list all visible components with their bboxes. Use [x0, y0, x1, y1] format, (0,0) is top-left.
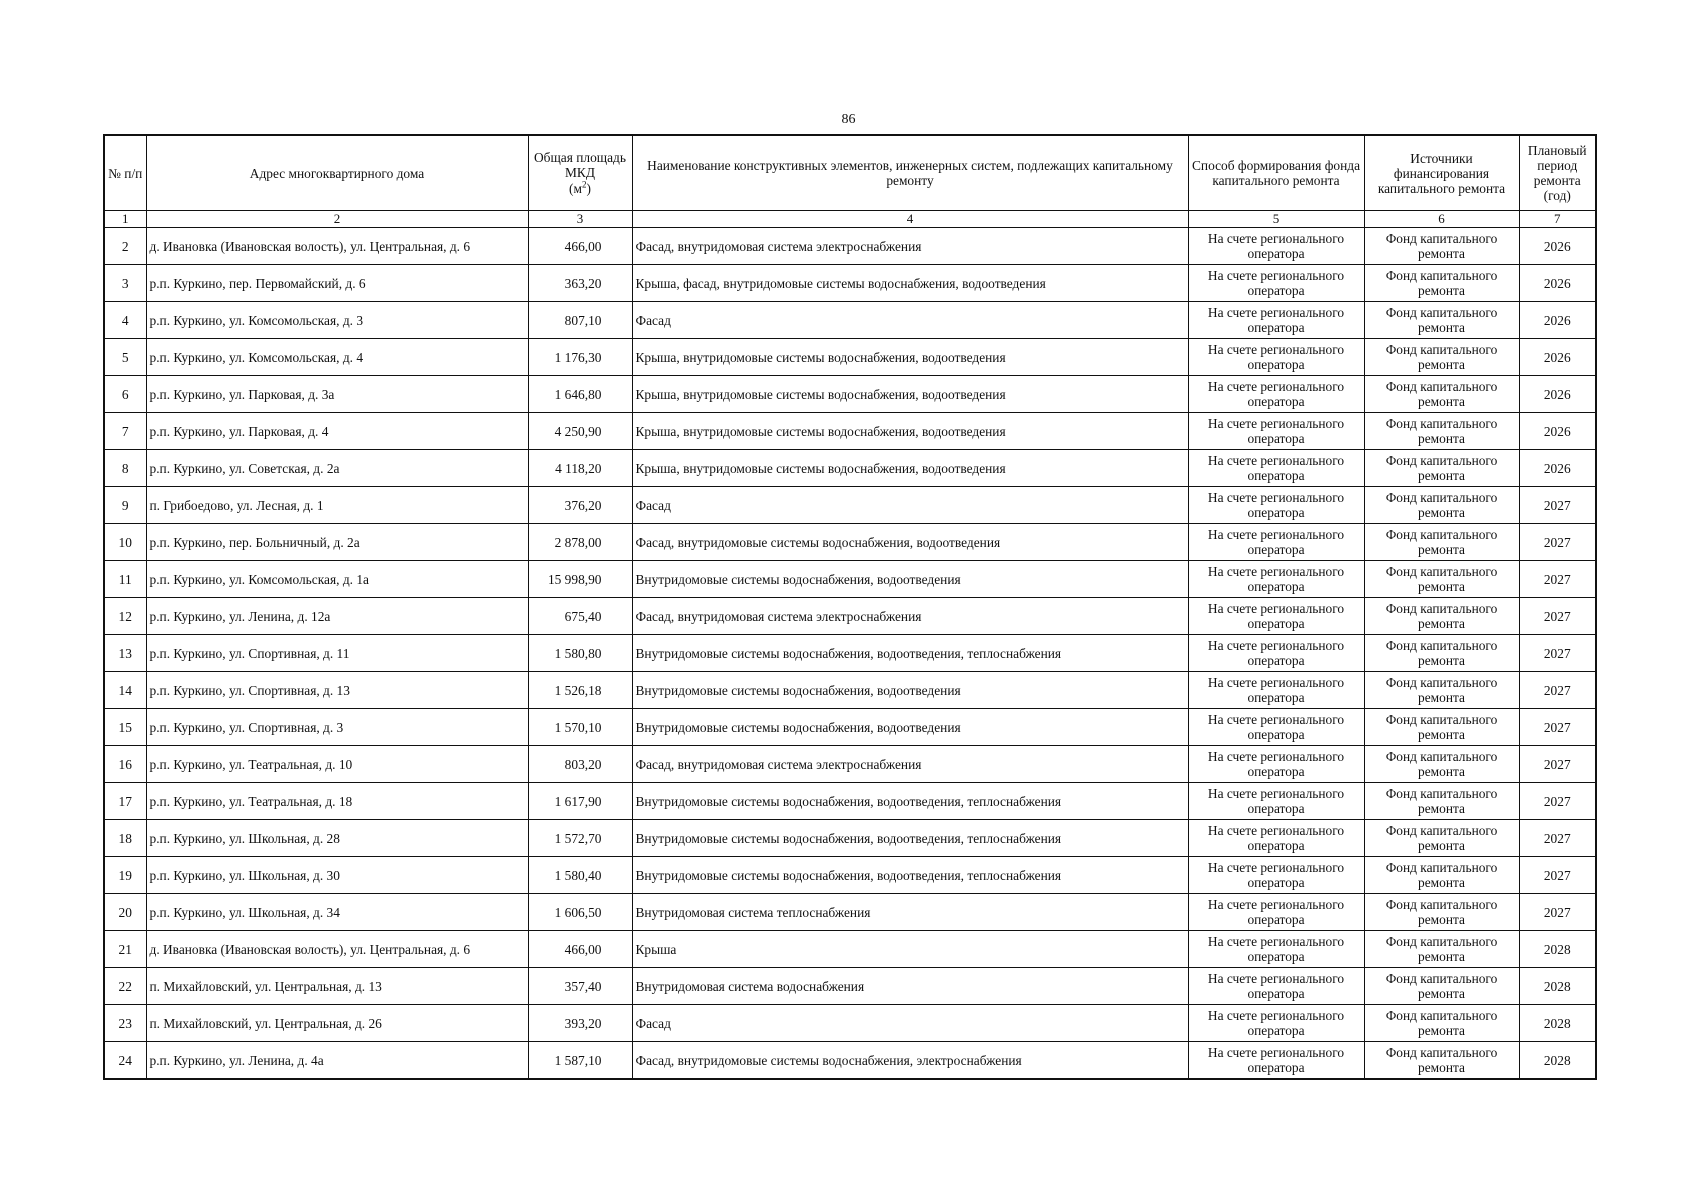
row-elements: Внутридомовые системы водоснабжения, водоотведения [632, 709, 1188, 746]
table-row [104, 450, 1596, 487]
row-fund-method: На счете регионального оператора [1188, 820, 1364, 857]
row-area: 807,10 [528, 302, 632, 339]
table-row [104, 524, 1596, 561]
row-address: р.п. Куркино, ул. Комсомольская, д. 3 [146, 302, 528, 339]
row-fund-method: На счете регионального оператора [1188, 709, 1364, 746]
header-area-unit: $(м^2)$ [569, 179, 591, 197]
row-funding-source: Фонд капитального ремонта [1364, 450, 1519, 487]
row-elements: Внутридомовые системы водоснабжения, водоотведения, теплоснабжения [632, 783, 1188, 820]
row-number: 16 [104, 746, 146, 783]
table-row [104, 413, 1596, 450]
row-planned-year: 2026 [1519, 302, 1596, 339]
row-fund-method: На счете регионального оператора [1188, 672, 1364, 709]
row-planned-year: 2026 [1519, 450, 1596, 487]
column-number: 6 [1364, 211, 1519, 228]
row-planned-year: 2027 [1519, 487, 1596, 524]
row-address: р.п. Куркино, ул. Школьная, д. 34 [146, 894, 528, 931]
row-fund-method: На счете регионального оператора [1188, 1042, 1364, 1080]
row-address: д. Ивановка (Ивановская волость), ул. Центральная, д. 6 [146, 228, 528, 265]
row-elements: Внутридомовые системы водоснабжения, водоотведения [632, 672, 1188, 709]
row-number: 2 [104, 228, 146, 265]
row-area: 15 998,90 [528, 561, 632, 598]
row-address: р.п. Куркино, ул. Театральная, д. 10 [146, 746, 528, 783]
table-row [104, 1042, 1596, 1080]
row-area: 1 570,10 [528, 709, 632, 746]
row-planned-year: 2028 [1519, 968, 1596, 1005]
row-number: 15 [104, 709, 146, 746]
column-number: 7 [1519, 211, 1596, 228]
row-planned-year: 2028 [1519, 1005, 1596, 1042]
row-address: р.п. Куркино, ул. Ленина, д. 12а [146, 598, 528, 635]
row-fund-method: На счете регионального оператора [1188, 413, 1364, 450]
row-elements: Крыша [632, 931, 1188, 968]
row-fund-method: На счете регионального оператора [1188, 894, 1364, 931]
header-fund-method: Способ формирования фонда капитального ремонта [1188, 135, 1364, 211]
row-planned-year: 2027 [1519, 894, 1596, 931]
row-number: 23 [104, 1005, 146, 1042]
row-area: 393,20 [528, 1005, 632, 1042]
row-elements: Фасад [632, 1005, 1188, 1042]
row-address: р.п. Куркино, ул. Комсомольская, д. 4 [146, 339, 528, 376]
row-planned-year: 2026 [1519, 376, 1596, 413]
row-planned-year: 2028 [1519, 1042, 1596, 1080]
table-row [104, 820, 1596, 857]
row-funding-source: Фонд капитального ремонта [1364, 265, 1519, 302]
header-area-label: Общая площадь МКД [534, 149, 626, 180]
row-planned-year: 2026 [1519, 413, 1596, 450]
row-address: п. Грибоедово, ул. Лесная, д. 1 [146, 487, 528, 524]
row-address: д. Ивановка (Ивановская волость), ул. Центральная, д. 6 [146, 931, 528, 968]
table-row [104, 339, 1596, 376]
row-elements: Внутридомовые системы водоснабжения, водоотведения, теплоснабжения [632, 635, 1188, 672]
row-elements: Крыша, внутридомовые системы водоснабжения, водоотведения [632, 450, 1188, 487]
row-number: 7 [104, 413, 146, 450]
row-area: 1 646,80 [528, 376, 632, 413]
header-area [528, 135, 632, 211]
row-area: 675,40 [528, 598, 632, 635]
table-row [104, 931, 1596, 968]
row-fund-method: На счете регионального оператора [1188, 598, 1364, 635]
row-planned-year: 2027 [1519, 857, 1596, 894]
row-planned-year: 2027 [1519, 709, 1596, 746]
row-funding-source: Фонд капитального ремонта [1364, 561, 1519, 598]
row-address: р.п. Куркино, пер. Больничный, д. 2а [146, 524, 528, 561]
row-number: 10 [104, 524, 146, 561]
row-fund-method: На счете регионального оператора [1188, 376, 1364, 413]
row-number: 18 [104, 820, 146, 857]
row-address: р.п. Куркино, ул. Парковая, д. 4 [146, 413, 528, 450]
row-funding-source: Фонд капитального ремонта [1364, 487, 1519, 524]
row-address: р.п. Куркино, ул. Спортивная, д. 13 [146, 672, 528, 709]
row-planned-year: 2027 [1519, 783, 1596, 820]
row-address: р.п. Куркино, ул. Спортивная, д. 11 [146, 635, 528, 672]
row-planned-year: 2027 [1519, 524, 1596, 561]
table-row [104, 709, 1596, 746]
row-funding-source: Фонд капитального ремонта [1364, 857, 1519, 894]
row-address: п. Михайловский, ул. Центральная, д. 13 [146, 968, 528, 1005]
row-planned-year: 2028 [1519, 931, 1596, 968]
row-number: 4 [104, 302, 146, 339]
row-area: 1 580,80 [528, 635, 632, 672]
row-funding-source: Фонд капитального ремонта [1364, 376, 1519, 413]
row-fund-method: На счете регионального оператора [1188, 450, 1364, 487]
row-area: 2 878,00 [528, 524, 632, 561]
row-area: 1 617,90 [528, 783, 632, 820]
row-funding-source: Фонд капитального ремонта [1364, 598, 1519, 635]
row-planned-year: 2026 [1519, 265, 1596, 302]
row-elements: Крыша, внутридомовые системы водоснабжения, водоотведения [632, 413, 1188, 450]
row-area: 1 572,70 [528, 820, 632, 857]
table-row [104, 968, 1596, 1005]
table-row [104, 783, 1596, 820]
row-funding-source: Фонд капитального ремонта [1364, 1005, 1519, 1042]
table-row [104, 487, 1596, 524]
row-address: р.п. Куркино, ул. Парковая, д. 3а [146, 376, 528, 413]
table-row [104, 265, 1596, 302]
column-number: 5 [1188, 211, 1364, 228]
row-number: 5 [104, 339, 146, 376]
row-number: 11 [104, 561, 146, 598]
row-area: 363,20 [528, 265, 632, 302]
row-area: 1 526,18 [528, 672, 632, 709]
row-elements: Внутридомовые системы водоснабжения, водоотведения, теплоснабжения [632, 857, 1188, 894]
row-elements: Внутридомовые системы водоснабжения, водоотведения, теплоснабжения [632, 820, 1188, 857]
table-row [104, 635, 1596, 672]
header-planned-year: Плановый период ремонта (год) [1519, 135, 1596, 211]
table-row [104, 746, 1596, 783]
row-fund-method: На счете регионального оператора [1188, 857, 1364, 894]
row-elements: Крыша, внутридомовые системы водоснабжения, водоотведения [632, 376, 1188, 413]
row-area: 1 176,30 [528, 339, 632, 376]
row-elements: Фасад, внутридомовая система электроснабжения [632, 228, 1188, 265]
row-fund-method: На счете регионального оператора [1188, 968, 1364, 1005]
row-number: 13 [104, 635, 146, 672]
row-funding-source: Фонд капитального ремонта [1364, 746, 1519, 783]
row-planned-year: 2026 [1519, 339, 1596, 376]
row-funding-source: Фонд капитального ремонта [1364, 339, 1519, 376]
row-area: 1 580,40 [528, 857, 632, 894]
row-address: р.п. Куркино, ул. Комсомольская, д. 1а [146, 561, 528, 598]
table-row [104, 376, 1596, 413]
row-number: 12 [104, 598, 146, 635]
table-row [104, 857, 1596, 894]
row-elements: Фасад, внутридомовые системы водоснабжения, электроснабжения [632, 1042, 1188, 1080]
row-number: 6 [104, 376, 146, 413]
row-funding-source: Фонд капитального ремонта [1364, 931, 1519, 968]
row-planned-year: 2027 [1519, 635, 1596, 672]
row-funding-source: Фонд капитального ремонта [1364, 228, 1519, 265]
row-number: 9 [104, 487, 146, 524]
row-number: 21 [104, 931, 146, 968]
row-area: 376,20 [528, 487, 632, 524]
row-planned-year: 2026 [1519, 228, 1596, 265]
row-fund-method: На счете регионального оператора [1188, 265, 1364, 302]
row-elements: Внутридомовая система водоснабжения [632, 968, 1188, 1005]
table-row [104, 672, 1596, 709]
table-row [104, 302, 1596, 339]
row-address: р.п. Куркино, ул. Театральная, д. 18 [146, 783, 528, 820]
row-fund-method: На счете регионального оператора [1188, 746, 1364, 783]
column-number: 1 [104, 211, 146, 228]
row-elements: Фасад [632, 487, 1188, 524]
page-number: 86 [841, 112, 856, 127]
row-address: р.п. Куркино, пер. Первомайский, д. 6 [146, 265, 528, 302]
row-elements: Фасад, внутридомовые системы водоснабжения, водоотведения [632, 524, 1188, 561]
row-number: 8 [104, 450, 146, 487]
row-fund-method: На счете регионального оператора [1188, 1005, 1364, 1042]
row-elements: Внутридомовые системы водоснабжения, водоотведения [632, 561, 1188, 598]
row-area: 4 250,90 [528, 413, 632, 450]
row-funding-source: Фонд капитального ремонта [1364, 968, 1519, 1005]
row-address: р.п. Куркино, ул. Ленина, д. 4а [146, 1042, 528, 1080]
row-area: 1 606,50 [528, 894, 632, 931]
row-fund-method: На счете регионального оператора [1188, 635, 1364, 672]
row-fund-method: На счете регионального оператора [1188, 339, 1364, 376]
row-funding-source: Фонд капитального ремонта [1364, 413, 1519, 450]
table-row [104, 1005, 1596, 1042]
row-fund-method: На счете регионального оператора [1188, 487, 1364, 524]
row-fund-method: На счете регионального оператора [1188, 783, 1364, 820]
column-number-row [104, 211, 1596, 228]
column-number: 4 [632, 211, 1188, 228]
row-address: р.п. Куркино, ул. Школьная, д. 30 [146, 857, 528, 894]
table-row [104, 561, 1596, 598]
row-fund-method: На счете регионального оператора [1188, 302, 1364, 339]
row-elements: Крыша, фасад, внутридомовые системы водоснабжения, водоотведения [632, 265, 1188, 302]
row-funding-source: Фонд капитального ремонта [1364, 1042, 1519, 1080]
row-area: 4 118,20 [528, 450, 632, 487]
row-elements: Фасад, внутридомовая система электроснабжения [632, 598, 1188, 635]
row-funding-source: Фонд капитального ремонта [1364, 820, 1519, 857]
row-number: 14 [104, 672, 146, 709]
row-fund-method: На счете регионального оператора [1188, 931, 1364, 968]
row-planned-year: 2027 [1519, 598, 1596, 635]
column-number: 2 [146, 211, 528, 228]
row-number: 3 [104, 265, 146, 302]
row-fund-method: На счете регионального оператора [1188, 228, 1364, 265]
row-funding-source: Фонд капитального ремонта [1364, 524, 1519, 561]
row-planned-year: 2027 [1519, 820, 1596, 857]
row-area: 357,40 [528, 968, 632, 1005]
row-address: р.п. Куркино, ул. Школьная, д. 28 [146, 820, 528, 857]
row-area: 466,00 [528, 931, 632, 968]
row-funding-source: Фонд капитального ремонта [1364, 672, 1519, 709]
row-elements: Фасад [632, 302, 1188, 339]
row-address: р.п. Куркино, ул. Советская, д. 2а [146, 450, 528, 487]
row-funding-source: Фонд капитального ремонта [1364, 635, 1519, 672]
table-row [104, 894, 1596, 931]
row-fund-method: На счете регионального оператора [1188, 561, 1364, 598]
row-number: 17 [104, 783, 146, 820]
header-address: Адрес многоквартирного дома [146, 135, 528, 211]
row-number: 22 [104, 968, 146, 1005]
row-planned-year: 2027 [1519, 672, 1596, 709]
header-funding-source: Источники финансирования капитального ремонта [1364, 135, 1519, 211]
row-address: п. Михайловский, ул. Центральная, д. 26 [146, 1005, 528, 1042]
row-elements: Крыша, внутридомовые системы водоснабжения, водоотведения [632, 339, 1188, 376]
row-number: 19 [104, 857, 146, 894]
row-fund-method: На счете регионального оператора [1188, 524, 1364, 561]
row-planned-year: 2027 [1519, 746, 1596, 783]
table-row [104, 228, 1596, 265]
row-area: 803,20 [528, 746, 632, 783]
repair-plan-table [103, 134, 1597, 1080]
row-planned-year: 2027 [1519, 561, 1596, 598]
row-area: 1 587,10 [528, 1042, 632, 1080]
row-number: 20 [104, 894, 146, 931]
row-funding-source: Фонд капитального ремонта [1364, 894, 1519, 931]
table-header-row [104, 135, 1596, 211]
header-number: № п/п [104, 135, 146, 211]
header-elements: Наименование конструктивных элементов, инженерных систем, подлежащих капитальному ремонту [632, 135, 1188, 211]
row-elements: Фасад, внутридомовая система электроснабжения [632, 746, 1188, 783]
row-funding-source: Фонд капитального ремонта [1364, 783, 1519, 820]
row-funding-source: Фонд капитального ремонта [1364, 709, 1519, 746]
row-elements: Внутридомовая система теплоснабжения [632, 894, 1188, 931]
row-area: 466,00 [528, 228, 632, 265]
row-number: 24 [104, 1042, 146, 1080]
row-address: р.п. Куркино, ул. Спортивная, д. 3 [146, 709, 528, 746]
table-row [104, 598, 1596, 635]
column-number: 3 [528, 211, 632, 228]
row-funding-source: Фонд капитального ремонта [1364, 302, 1519, 339]
